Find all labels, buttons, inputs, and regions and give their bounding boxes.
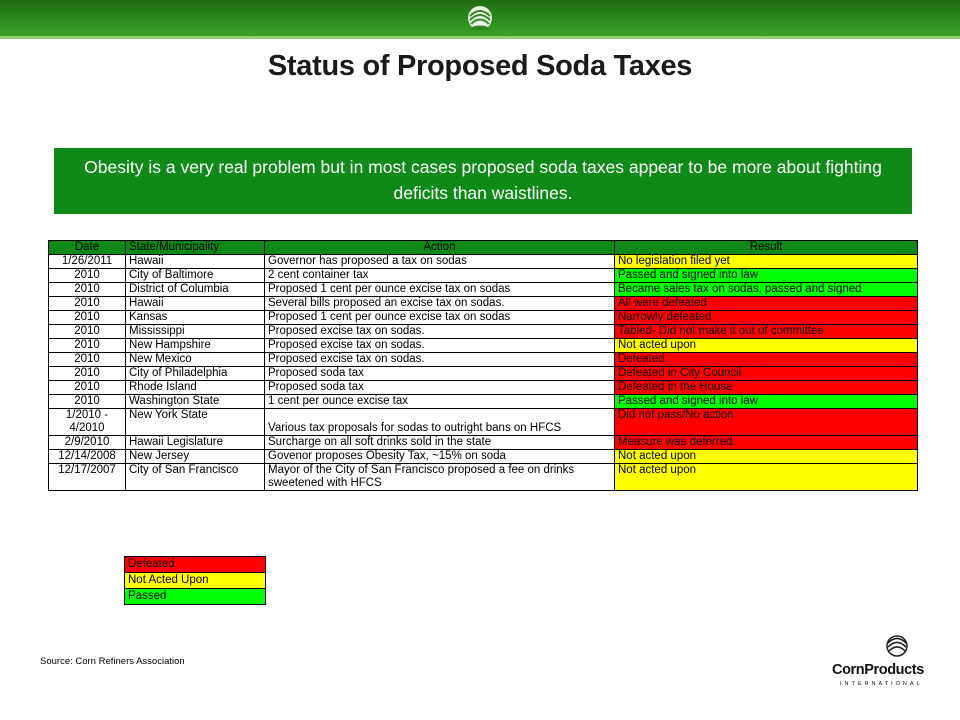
action-cell: 1 cent per ounce excise tax: [265, 395, 615, 409]
table-row: [49, 381, 918, 395]
result-cell: Tabled- Did not make it out of committee: [615, 325, 918, 339]
date-cell: 1/26/2011: [49, 255, 126, 269]
date-cell: 2010: [49, 339, 126, 353]
result-cell: Became sales tax on sodas, passed and signed: [615, 283, 918, 297]
result-cell: Not acted upon: [615, 464, 918, 491]
result-cell: Passed and signed into law: [615, 395, 918, 409]
result-cell: Did not pass/No action: [615, 409, 918, 436]
state-cell: New Mexico: [126, 353, 265, 367]
legend-item-green: Passed: [125, 589, 266, 605]
source-note: Source: Corn Refiners Association: [40, 656, 185, 667]
table-body: [49, 255, 918, 491]
callout-box: Obesity is a very real problem but in most cases proposed soda taxes appear to be more about fighting deficits than waistlines.: [54, 148, 912, 214]
date-cell: 12/14/2008: [49, 450, 126, 464]
status-legend: [124, 556, 266, 605]
action-cell: Proposed excise tax on sodas.: [265, 339, 615, 353]
date-cell: 2010: [49, 353, 126, 367]
action-cell: Surcharge on all soft drinks sold in the state: [265, 436, 615, 450]
date-cell: 2010: [49, 283, 126, 297]
result-cell: Defeated: [615, 353, 918, 367]
date-cell: 12/17/2007: [49, 464, 126, 491]
header-date: Date: [49, 241, 126, 255]
state-cell: City of Philadelphia: [126, 367, 265, 381]
logo-name: CornProducts: [832, 662, 924, 678]
date-cell: 2/9/2010: [49, 436, 126, 450]
state-cell: New Hampshire: [126, 339, 265, 353]
action-cell: 2 cent container tax: [265, 269, 615, 283]
header-state: State/Municipality: [126, 241, 265, 255]
result-cell: Not acted upon: [615, 450, 918, 464]
table-row: [49, 339, 918, 353]
action-cell: Governor has proposed a tax on sodas: [265, 255, 615, 269]
result-cell: Measure was deferred.: [615, 436, 918, 450]
table-row: [49, 395, 918, 409]
legend-item-red: Defeated: [125, 557, 266, 573]
table-header-row: [49, 241, 918, 255]
action-cell: Proposed soda tax: [265, 381, 615, 395]
action-cell: Proposed 1 cent per ounce excise tax on sodas: [265, 283, 615, 297]
table-row: [49, 283, 918, 297]
date-cell: 2010: [49, 395, 126, 409]
page-title: Status of Proposed Soda Taxes: [267, 50, 693, 82]
action-cell: Proposed soda tax: [265, 367, 615, 381]
action-cell: Proposed excise tax on sodas.: [265, 325, 615, 339]
table-row: [49, 353, 918, 367]
state-cell: Mississippi: [126, 325, 265, 339]
result-cell: Defeated in City Council: [615, 367, 918, 381]
state-cell: Hawaii Legislature: [126, 436, 265, 450]
action-cell: Proposed excise tax on sodas.: [265, 353, 615, 367]
date-cell: 2010: [49, 367, 126, 381]
state-cell: City of Baltimore: [126, 269, 265, 283]
state-cell: New York State: [126, 409, 265, 436]
result-cell: No legislation filed yet: [615, 255, 918, 269]
action-cell: Mayor of the City of San Francisco proposed a fee on drinks sweetened with HFCS: [265, 464, 615, 491]
result-cell: Passed and signed into law: [615, 269, 918, 283]
table-row: [49, 436, 918, 450]
state-cell: Hawaii: [126, 255, 265, 269]
header-action: Action: [265, 241, 615, 255]
result-cell: Not acted upon: [615, 339, 918, 353]
state-cell: Kansas: [126, 311, 265, 325]
table-row: [49, 255, 918, 269]
header-divider: [0, 36, 960, 39]
state-cell: New Jersey: [126, 450, 265, 464]
legend-item-yellow: Not Acted Upon: [125, 573, 266, 589]
table-row: [49, 269, 918, 283]
table-row: [49, 367, 918, 381]
state-cell: Hawaii: [126, 297, 265, 311]
date-cell: 2010: [49, 269, 126, 283]
action-cell: Proposed 1 cent per ounce excise tax on sodas: [265, 311, 615, 325]
state-cell: City of San Francisco: [126, 464, 265, 491]
table-row: [49, 464, 918, 491]
result-cell: Defeated in the House: [615, 381, 918, 395]
date-cell: 1/2010 - 4/2010: [49, 409, 126, 436]
result-cell: Narrowly defeated: [615, 311, 918, 325]
table-row: [49, 311, 918, 325]
action-cell: Several bills proposed an excise tax on sodas.: [265, 297, 615, 311]
state-cell: Rhode Island: [126, 381, 265, 395]
table-row: [49, 297, 918, 311]
date-cell: 2010: [49, 381, 126, 395]
state-cell: District of Columbia: [126, 283, 265, 297]
date-cell: 2010: [49, 311, 126, 325]
logo-subtitle: INTERNATIONAL: [840, 681, 923, 687]
state-cell: Washington State: [126, 395, 265, 409]
soda-tax-table: [48, 240, 918, 491]
action-cell: Various tax proposals for sodas to outright bans on HFCS: [265, 409, 615, 436]
result-cell: All were defeated: [615, 297, 918, 311]
table-row: [49, 325, 918, 339]
action-cell: Govenor proposes Obesity Tax, ~15% on soda: [265, 450, 615, 464]
header-result: Result: [615, 241, 918, 255]
corn-logo-icon: [465, 4, 495, 32]
table-row: [49, 450, 918, 464]
date-cell: 2010: [49, 297, 126, 311]
table-row: [49, 409, 918, 436]
date-cell: 2010: [49, 325, 126, 339]
